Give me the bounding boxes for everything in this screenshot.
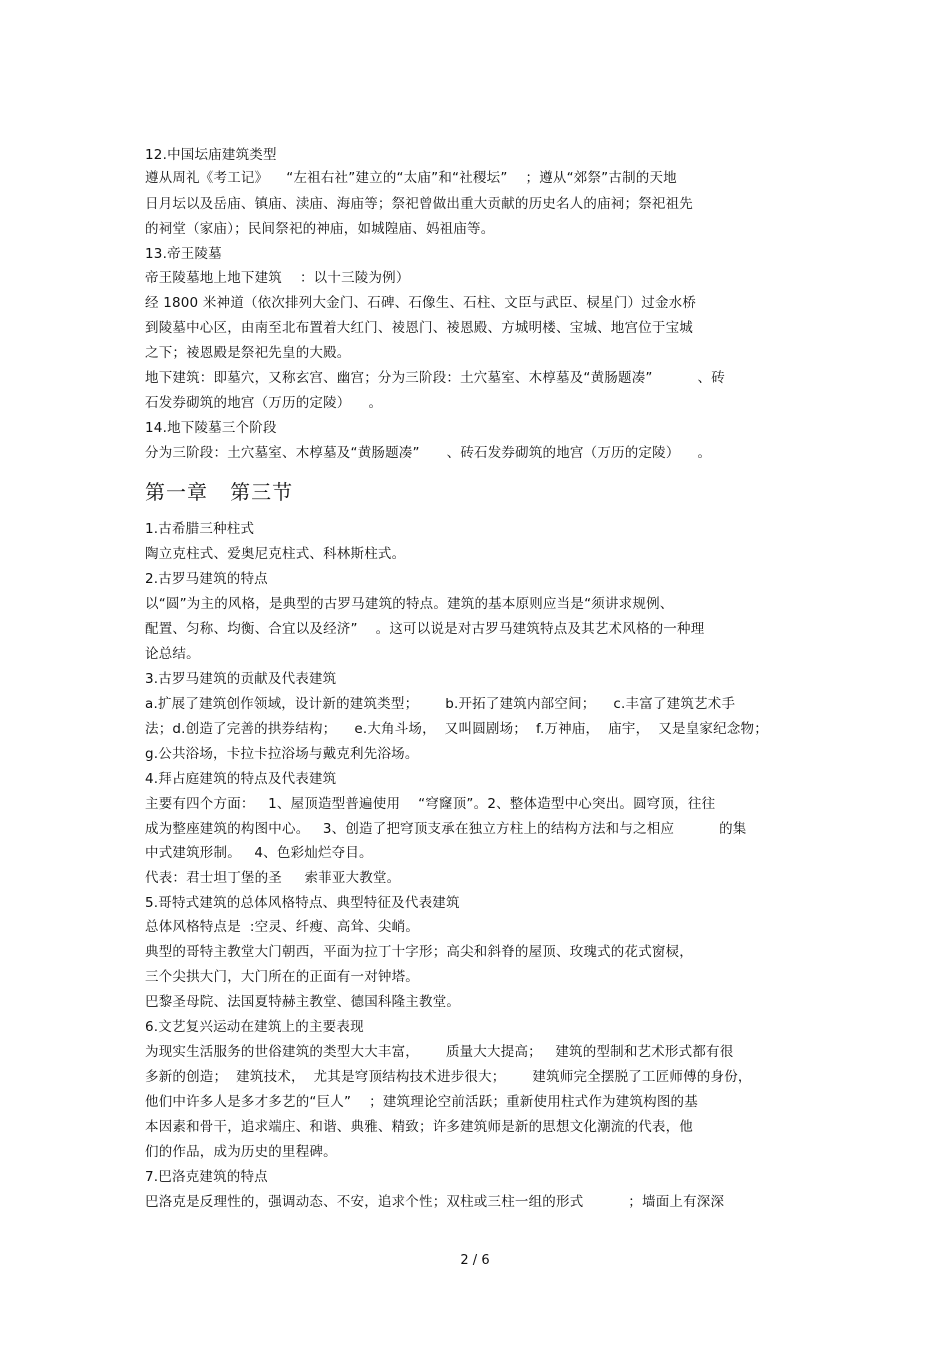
text-line: 陶立克柱式、爱奥尼克柱式、科林斯柱式。 — [145, 546, 406, 562]
text-line: 帝王陵墓地上地下建筑 ：以十三陵为例） — [145, 270, 410, 286]
text-line: 们的作品，成为历史的里程碑。 — [145, 1144, 337, 1160]
heading-5: 5.哥特式建筑的总体风格特点、典型特征及代表建筑 — [145, 895, 460, 911]
text-line: a.扩展了建筑创作领域，设计新的建筑类型； b.开拓了建筑内部空间； c.丰富了建筑艺术手 — [145, 696, 736, 712]
heading-14: 14.地下陵墓三个阶段 — [145, 420, 277, 436]
text-line: 遵从周礼《考工记》 “左祖右社”建立的“太庙”和“社稷坛” ；遵从“郊祭”古制的天地 — [145, 170, 677, 186]
text-line: 法；d.创造了完善的拱券结构； e.大角斗场， 又叫圆剧场； f.万神庙， 庙宇， 又是皇家纪念物； — [145, 721, 768, 737]
text-line: 成为整座建筑的构图中心。 3、创造了把穹顶支承在独立方柱上的结构方法和与之相应 的集 — [145, 821, 747, 837]
heading-12: 12.中国坛庙建筑类型 — [145, 147, 277, 163]
text-line: g.公共浴场，卡拉卡拉浴场与戴克利先浴场。 — [145, 746, 419, 762]
heading-3: 3.古罗马建筑的贡献及代表建筑 — [145, 671, 337, 687]
text-line: 总体风格特点是 :空灵、纤瘦、高耸、尖峭。 — [145, 919, 420, 935]
text-line: 他们中许多人是多才多艺的“巨人” ；建筑理论空前活跃；重新使用柱式作为建筑构图的基 — [145, 1094, 698, 1110]
text-line: 配置、匀称、均衡、合宜以及经济” 。这可以说是对古罗马建筑特点及其艺术风格的一种理 — [145, 621, 705, 637]
text-line: 到陵墓中心区，由南至北布置着大红门、祾恩门、祾恩殿、方城明楼、宝城、地宫位于宝城 — [145, 320, 693, 336]
text-line: 为现实生活服务的世俗建筑的类型大大丰富， 质量大大提高； 建筑的型制和艺术形式都有很 — [145, 1044, 734, 1060]
heading-2: 2.古罗马建筑的特点 — [145, 571, 268, 587]
text-line: 地下建筑：即墓穴，又称玄宫、幽宫；分为三阶段：土穴墓室、木椁墓及“黄肠题凑” 、砖 — [145, 370, 725, 386]
text-line: 主要有四个方面： 1、屋顶造型普遍使用 “穹窿顶”。2、整体造型中心突出。圆穹顶，往往 — [145, 796, 716, 812]
heading-6: 6.文艺复兴运动在建筑上的主要表现 — [145, 1019, 364, 1035]
text-line: 三个尖拱大门，大门所在的正面有一对钟塔。 — [145, 969, 419, 985]
heading-1: 1.古希腊三种柱式 — [145, 521, 255, 537]
text-line: 巴黎圣母院、法国夏特赫主教堂、德国科隆主教堂。 — [145, 994, 461, 1010]
text-line: 论总结。 — [145, 646, 200, 662]
page-number: 2 / 6 — [460, 1253, 490, 1268]
text-line: 本因素和骨干，追求端庄、和谐、典雅、精致；许多建筑师是新的思想文化潮流的代表，他 — [145, 1119, 693, 1135]
text-line: 经 1800 米神道（依次排列大金门、石碑、石像生、石柱、文臣与武臣、棂星门）过金水桥 — [145, 295, 697, 311]
text-line: 的祠堂（家庙）；民间祭祀的神庙，如城隍庙、妈祖庙等。 — [145, 221, 495, 237]
text-line: 巴洛克是反理性的，强调动态、不安，追求个性；双柱或三柱一组的形式 ；墙面上有深深 — [145, 1194, 725, 1210]
text-line: 以“圆”为主的风格，是典型的古罗马建筑的特点。建筑的基本原则应当是“须讲求规例、 — [145, 596, 674, 612]
text-line: 多新的创造； 建筑技术， 尤其是穹顶结构技术进步很大； 建筑师完全摆脱了工匠师傅的身份， — [145, 1069, 752, 1085]
chapter-title: 第一章 第三节 — [145, 480, 294, 504]
text-line: 分为三阶段：土穴墓室、木椁墓及“黄肠题凑” 、砖石发券砌筑的地宫（万历的定陵） 。 — [145, 445, 712, 461]
heading-4: 4.拜占庭建筑的特点及代表建筑 — [145, 771, 337, 787]
heading-7: 7.巴洛克建筑的特点 — [145, 1169, 268, 1185]
text-line: 日月坛以及岳庙、镇庙、渎庙、海庙等；祭祀曾做出重大贡献的历史名人的庙祠；祭祀祖先 — [145, 196, 693, 212]
text-line: 之下；祾恩殿是祭祀先皇的大殿。 — [145, 345, 351, 361]
text-line: 中式建筑形制。 4、色彩灿烂夺目。 — [145, 845, 373, 861]
text-line: 典型的哥特主教堂大门朝西，平面为拉丁十字形；高尖和斜脊的屋顶、玫瑰式的花式窗棂， — [145, 944, 693, 960]
heading-13: 13.帝王陵墓 — [145, 246, 222, 262]
text-line: 石发券砌筑的地宫（万历的定陵） 。 — [145, 395, 383, 411]
text-line: 代表：君士坦丁堡的圣 索菲亚大教堂。 — [145, 870, 401, 886]
